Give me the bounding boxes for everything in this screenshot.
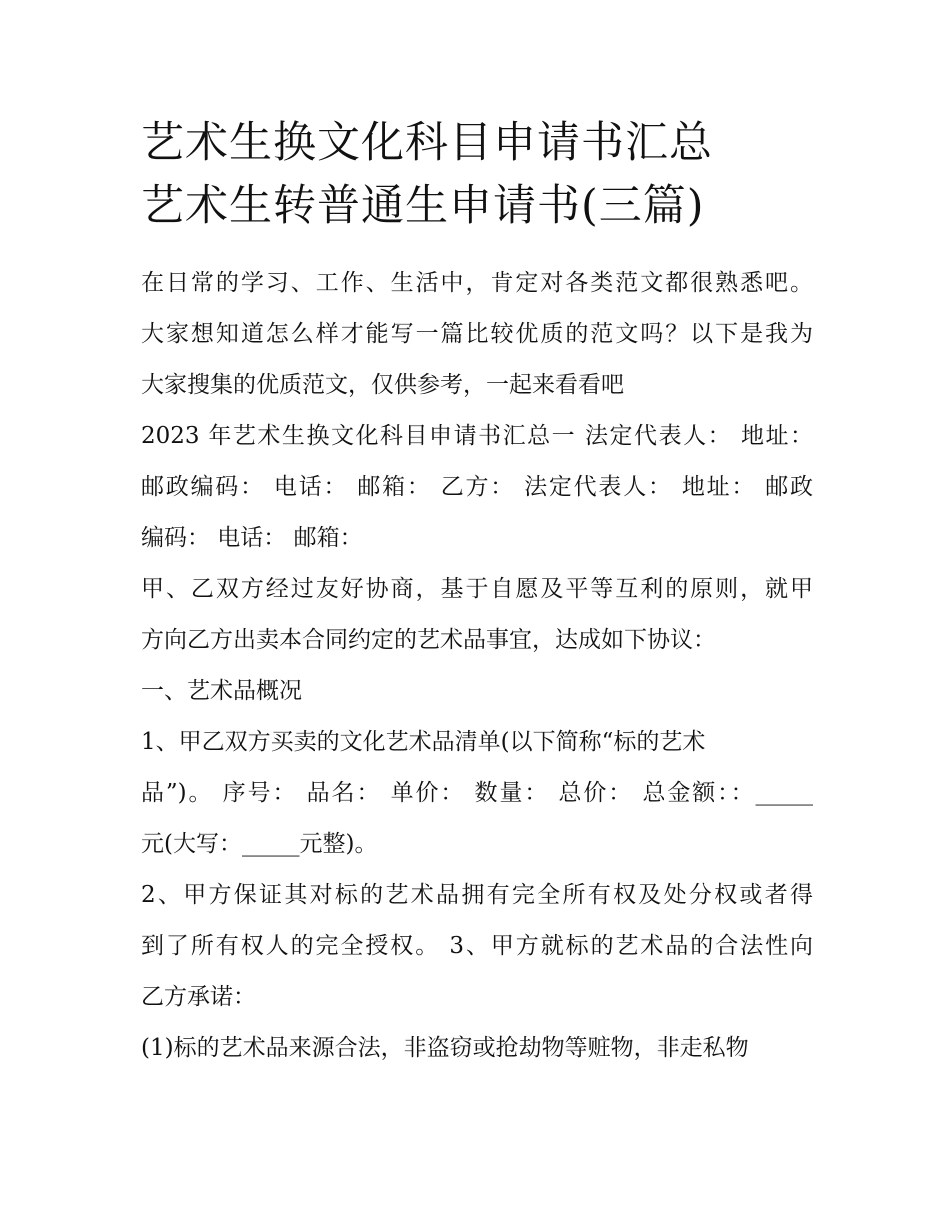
intro-paragraph [141, 258, 813, 411]
text-line: 大家想知道怎么样才能写一篇比较优质的范文吗？以下是我为 [141, 321, 813, 347]
text-line: 邮政编码： 电话： 邮箱： 乙方： 法定代表人： 地址： 邮政 [141, 474, 813, 500]
text-line: 一、艺术品概况 [141, 678, 302, 704]
text-line: 元(大写：_____元整)。 [141, 831, 378, 857]
text-line: 到了所有权人的完全授权。 3、甲方就标的艺术品的合法性向 [141, 933, 813, 959]
agreement-paragraph [141, 564, 813, 666]
document-body [141, 258, 813, 1074]
clause-1-paragraph [141, 717, 813, 870]
title-line: 艺术生转普通生申请书(三篇) [141, 181, 705, 231]
party-info-paragraph [141, 411, 813, 564]
text-line: 2023 年艺术生换文化科目申请书汇总一 法定代表人： 地址： [141, 423, 813, 449]
clause-2-paragraph [141, 870, 813, 1023]
clause-3-1-paragraph [141, 1023, 813, 1074]
document-page [141, 112, 813, 1074]
text-line: 大家搜集的优质范文，仅供参考，一起来看看吧 [141, 372, 624, 398]
text-line: 品”)。 序号： 品名： 单价： 数量： 总价： 总金额：：_____ [141, 780, 813, 806]
text-line: 甲、乙双方经过友好协商，基于自愿及平等互利的原则，就甲 [141, 576, 813, 602]
document-title [141, 112, 813, 238]
text-line: 1、甲乙双方买卖的文化艺术品清单(以下简称“标的艺术 [141, 729, 706, 755]
text-line: 方向乙方出卖本合同约定的艺术品事宜，达成如下协议： [141, 627, 716, 653]
text-line: (1)标的艺术品来源合法，非盗窃或抢劫物等赃物，非走私物 [141, 1035, 749, 1061]
title-line: 艺术生换文化科目申请书汇总 [141, 118, 713, 168]
text-line: 编码： 电话： 邮箱： [141, 525, 363, 551]
text-line: 2、甲方保证其对标的艺术品拥有完全所有权及处分权或者得 [141, 882, 813, 908]
text-line: 在日常的学习、工作、生活中，肯定对各类范文都很熟悉吧。 [141, 270, 813, 296]
text-line: 乙方承诺： [141, 984, 256, 1010]
section-heading [141, 666, 813, 717]
